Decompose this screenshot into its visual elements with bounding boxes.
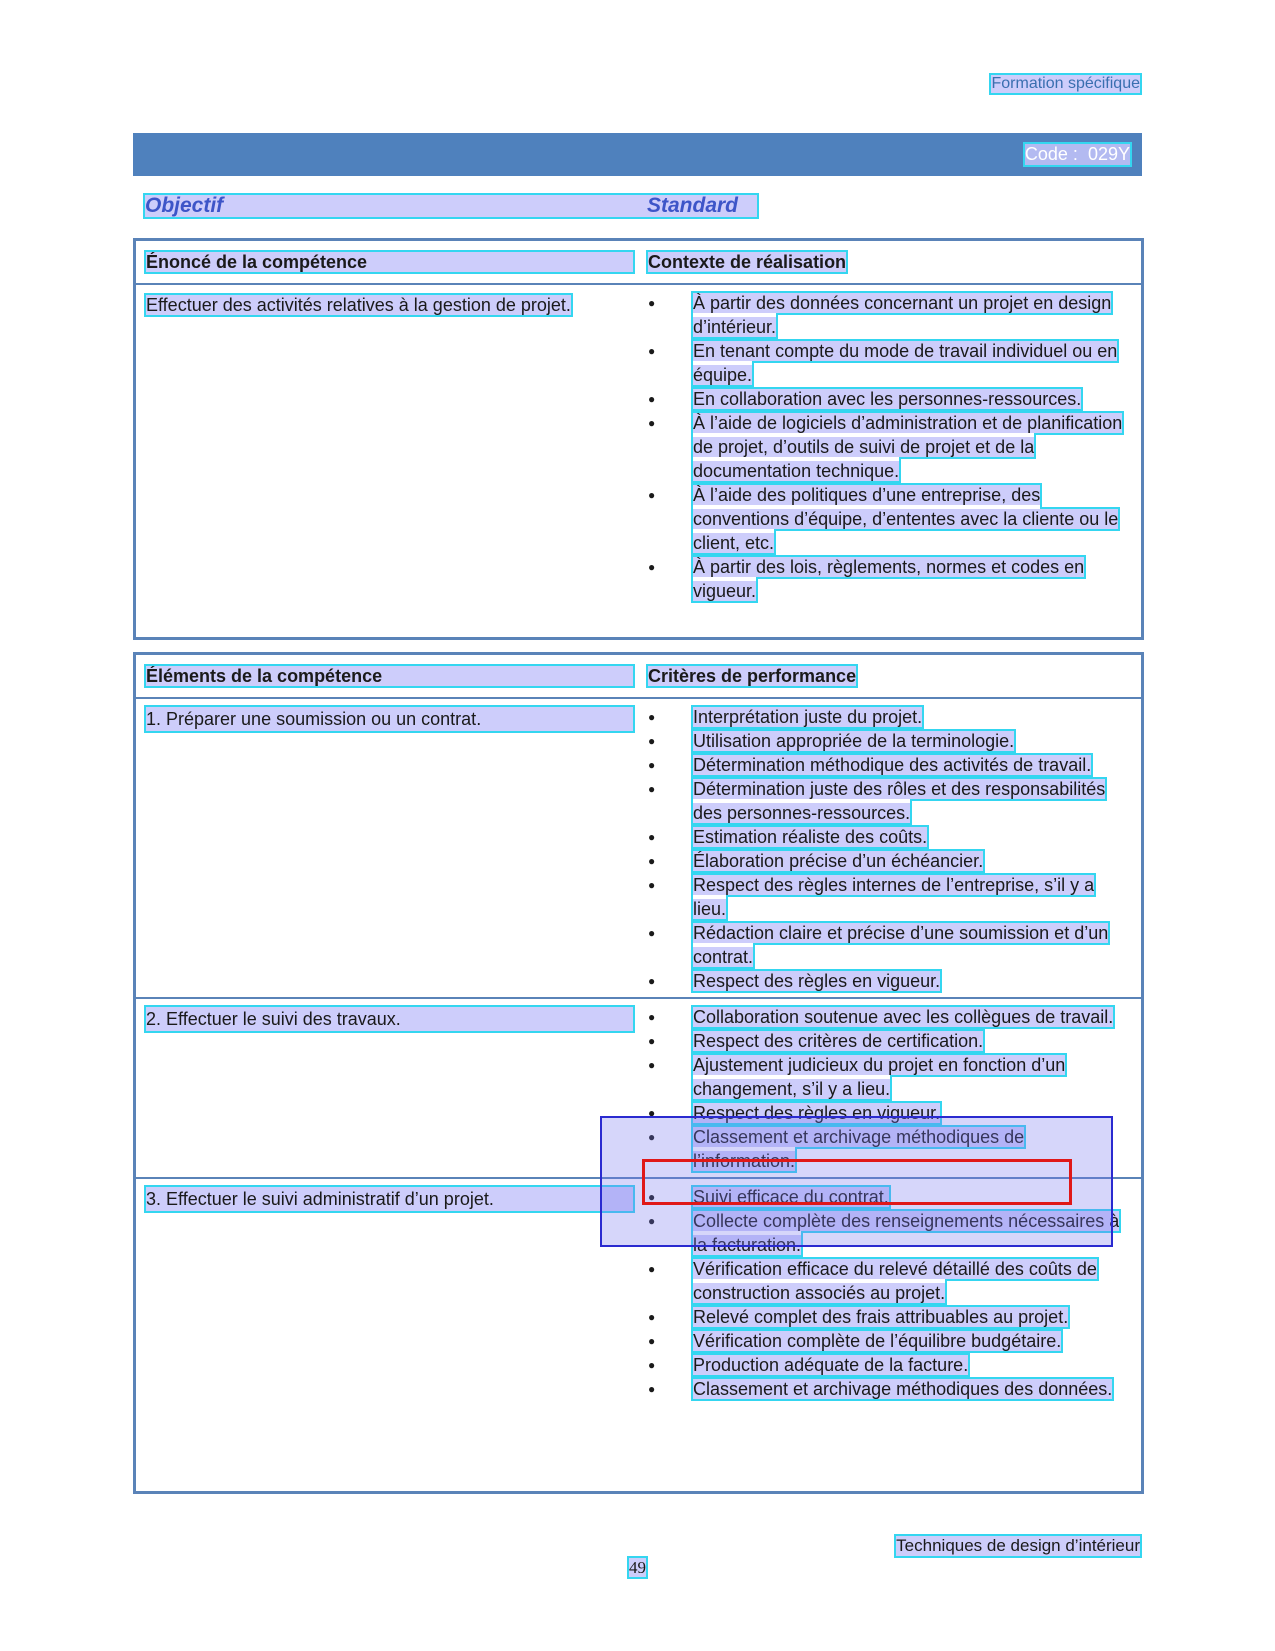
criterion-item: ● Vérification complète de l’équilibre budgétaire. [648,1329,1131,1353]
context-item: ● À partir des données concernant un projet en design d’intérieur. [648,291,1131,339]
statement-header: Énoncé de la compétence [146,252,633,272]
context-item: ● À l’aide des politiques d’une entreprise, des conventions d’équipe, d’ententes avec la cliente ou le client, etc. [648,483,1131,555]
criterion-item: ● Relevé complet des frais attribuables au projet. [648,1305,1131,1329]
context-list [648,291,1131,603]
criterion-item: ● Collecte complète des renseignements nécessaires à la facturation. [648,1209,1131,1257]
criterion-item: ● Respect des règles en vigueur. [648,1101,1131,1125]
criterion-item: ● Respect des critères de certification. [648,1029,1131,1053]
code-label: Code : [1024,144,1078,164]
element-row-1 [136,699,1141,997]
criterion-item: ● Utilisation appropriée de la terminologie. [648,729,1131,753]
criterion-item: ● Classement et archivage méthodiques des données. [648,1377,1131,1401]
element-row-3 [136,1177,1141,1405]
context-item: ● À l’aide de logiciels d’administration et de planification de projet, d’outils de suivi de projet et de la documentation technique. [648,411,1131,483]
competence-statement [146,293,616,317]
criterion-item: ● Rédaction claire et précise d’une soumission et d’un contrat. [648,921,1131,969]
context-item: ● En collaboration avec les personnes-ressources. [648,387,1131,411]
context-header: Contexte de réalisation [648,252,847,272]
criteria-header: Critères de performance [648,666,857,686]
criterion-item: ● Collaboration soutenue avec les collègues de travail. [648,1005,1131,1029]
section-header: Formation spécifique [991,75,1140,92]
competency-code [1025,144,1130,165]
competence-row [136,285,1141,607]
criterion-item: ● Respect des règles internes de l’entreprise, s’il y a lieu. [648,873,1131,921]
criterion-item: ● Interprétation juste du projet. [648,705,1131,729]
program-footer: Techniques de design d’intérieur [896,1536,1140,1555]
criterion-item: ● Élaboration précise d’un échéancier. [648,849,1131,873]
statement-text: Effectuer des activités relatives à la gestion de projet. [146,295,571,315]
objective-label: Objectif [145,194,224,217]
criterion-item: ● Production adéquate de la facture. [648,1353,1131,1377]
element-row-2 [136,997,1141,1177]
criteria-list [648,705,1131,993]
elements-header: Éléments de la compétence [146,666,633,686]
element-title: 1. Préparer une soumission ou un contrat. [146,707,633,731]
elements-table [133,652,1144,1494]
competence-table-header [136,241,1141,285]
standard-label: Standard [647,194,739,217]
criterion-item: ● Détermination méthodique des activités de travail. [648,753,1131,777]
criterion-item: ● Ajustement judicieux du projet en fonction d’un changement, s’il y a lieu. [648,1053,1131,1101]
code-bar [133,133,1142,176]
criterion-item: ● Respect des règles en vigueur. [648,969,1131,993]
context-item: ● À partir des lois, règlements, normes et codes en vigueur. [648,555,1131,603]
context-item: ● En tenant compte du mode de travail individuel ou en équipe. [648,339,1131,387]
element-title: 3. Effectuer le suivi administratif d’un projet. [146,1187,633,1211]
page-number: 49 [629,1558,646,1577]
competence-table [133,238,1144,640]
criterion-item: ● Détermination juste des rôles et des responsabilités des personnes-ressources. [648,777,1131,825]
criterion-item: ● Suivi efficace du contrat. [648,1185,1131,1209]
elements-table-header [136,655,1141,699]
criterion-item: ● Estimation réaliste des coûts. [648,825,1131,849]
criteria-list [648,1005,1131,1173]
criterion-item: ● Classement et archivage méthodiques de l’information. [648,1125,1131,1173]
objective-standard-row [145,195,757,217]
code-value: 029Y [1087,144,1130,164]
element-title: 2. Effectuer le suivi des travaux. [146,1007,633,1031]
criterion-item: ● Vérification efficace du relevé détaillé des coûts de construction associés au projet. [648,1257,1131,1305]
criteria-list [648,1185,1131,1401]
